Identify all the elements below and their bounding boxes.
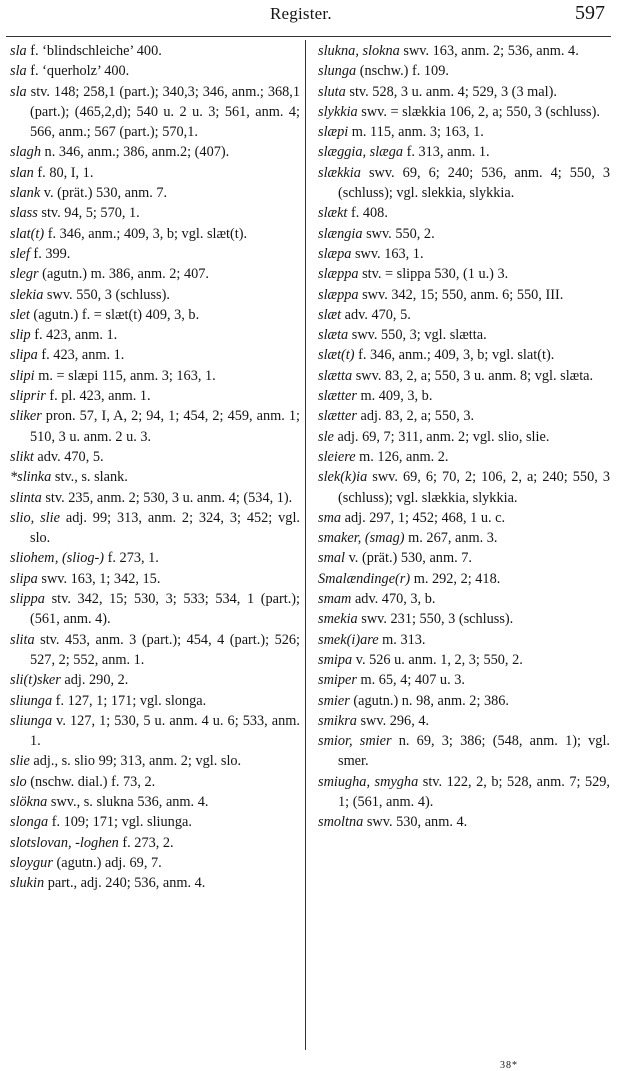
entry-references: adj. 69, 7; 311, anm. 2; vgl. slio, slie. <box>333 428 550 445</box>
register-entry <box>318 386 610 406</box>
entry-headword: slekia <box>10 286 44 303</box>
register-entry <box>10 183 300 203</box>
register-entry <box>318 61 610 81</box>
register-entry <box>318 548 610 568</box>
entry-references: m. 267, anm. 3. <box>404 530 498 547</box>
entry-references: (nschw. dial.) f. 73, 2. <box>26 773 156 790</box>
entry-references: (agutn.) n. 98, anm. 2; 386. <box>349 692 510 709</box>
entry-references: f. 399. <box>29 245 71 262</box>
column-divider <box>305 40 306 1050</box>
entry-references: swv. 231; 550, 3 (schluss). <box>357 611 514 628</box>
entry-headword: smiper <box>318 672 357 689</box>
entry-headword: slukna, slokna <box>318 43 400 59</box>
entry-headword: sliker <box>10 408 42 425</box>
register-entry <box>10 691 300 711</box>
register-entry <box>10 142 300 162</box>
entry-headword: slæpi <box>318 124 349 141</box>
register-entry <box>318 427 610 447</box>
entry-headword: smal <box>318 550 346 567</box>
register-entry <box>10 386 300 406</box>
entry-headword: slæppa <box>318 266 359 283</box>
entry-references: m. 292, 2; 418. <box>410 570 501 587</box>
entry-headword: slætta <box>318 367 353 384</box>
entry-headword: sliunga <box>10 712 53 729</box>
entry-references: stv. 148; 258,1 (part.); 340,3; 346, anm.; 368,1 (part.); (465,2,d); 540 u. 2 u. 3; 561, anm. 4; 566, anm.; 567 (part.); 570,1. <box>26 83 300 141</box>
entry-headword: slæpa <box>318 245 352 262</box>
entry-references: m. 409, 3, b. <box>356 388 433 405</box>
entry-references: swv., s. slukna 536, anm. 4. <box>47 793 209 810</box>
register-entry <box>10 467 300 487</box>
entry-references: swv. 550, 3; vgl. slætta. <box>348 327 487 344</box>
entry-headword: slef <box>10 245 30 262</box>
entry-references: part., adj. 240; 536, anm. 4. <box>44 875 206 892</box>
entry-references: swv. 550, 3 (schluss). <box>43 286 170 303</box>
entry-references: m. 65, 4; 407 u. 3. <box>356 672 465 689</box>
register-entry <box>318 285 610 305</box>
entry-headword: slipa <box>10 347 38 364</box>
entry-headword: slippa <box>10 591 45 608</box>
entry-headword: slagh <box>10 144 41 161</box>
entry-references: f. 109; 171; vgl. sliunga. <box>48 814 192 831</box>
register-entry <box>318 203 610 223</box>
register-entry <box>10 833 300 853</box>
entry-references: m. 126, anm. 2. <box>355 448 449 465</box>
entry-headword: slet <box>10 306 30 323</box>
entry-headword: smaker, (smag) <box>318 530 405 547</box>
register-entry <box>10 82 300 143</box>
entry-references: f. 313, anm. 1. <box>403 144 490 161</box>
entry-references: swv. 530, anm. 4. <box>363 814 468 831</box>
entry-references: stv. 94, 5; 570, 1. <box>37 205 140 222</box>
register-entry <box>318 711 610 731</box>
register-entry <box>10 630 300 671</box>
entry-references: stv. 235, anm. 2; 530, 3 u. anm. 4; (534, 1). <box>41 489 293 506</box>
register-entry <box>10 447 300 467</box>
page-title: Register. <box>270 4 332 23</box>
entry-headword: smekia <box>318 611 358 628</box>
entry-headword: smior, smier <box>318 733 392 750</box>
entry-headword: slegr <box>10 266 39 283</box>
entry-references: stv. = slippa 530, (1 u.) 3. <box>358 266 509 283</box>
register-entry <box>10 203 300 223</box>
register-entry <box>10 244 300 264</box>
register-entry <box>10 285 300 305</box>
entry-headword: smam <box>318 591 352 608</box>
entry-references: swv. 69, 6; 240; 536, anm. 4; 550, 3 (schluss); vgl. slekkia, slykkia. <box>338 164 610 202</box>
register-entry <box>318 345 610 365</box>
entry-headword: smoltna <box>318 814 364 831</box>
entry-headword: slykkia <box>318 103 358 120</box>
entry-references: f. 127, 1; 171; vgl. slonga. <box>52 692 207 709</box>
register-entry <box>318 325 610 345</box>
entry-references: f. 423, anm. 1. <box>30 327 118 344</box>
entry-references: f. 346, anm.; 409, 3, b; vgl. slat(t). <box>354 347 555 364</box>
register-entry <box>318 142 610 162</box>
entry-headword: slinta <box>10 489 42 506</box>
entry-references: stv. 528, 3 u. anm. 4; 529, 3 (3 mal). <box>345 83 557 100</box>
entry-headword: sliunga <box>10 692 53 709</box>
entry-headword: slat(t) <box>10 225 45 242</box>
register-entry <box>10 406 300 447</box>
entry-headword: smipa <box>318 651 353 668</box>
entry-headword: slio, slie <box>10 509 60 526</box>
entry-headword: sloygur <box>10 854 53 871</box>
entry-headword: slipi <box>10 367 35 384</box>
entry-headword: slængia <box>318 225 363 242</box>
entry-headword: slip <box>10 327 31 344</box>
register-entry <box>318 305 610 325</box>
entry-headword: slækkia <box>318 164 361 181</box>
register-entry <box>318 244 610 264</box>
register-entry <box>318 731 610 772</box>
entry-headword: slækt <box>318 205 348 222</box>
entry-headword: slioheт, (sliog-) <box>10 550 105 567</box>
entry-references: swv. 342, 15; 550, anm. 6; 550, III. <box>358 286 564 303</box>
entry-references: f. pl. 423, anm. 1. <box>45 388 151 405</box>
register-entry <box>318 41 610 61</box>
entry-headword: slo <box>10 773 27 790</box>
register-entry <box>10 812 300 832</box>
register-entry <box>318 630 610 650</box>
entry-headword: slass <box>10 205 38 222</box>
register-entry <box>318 163 610 204</box>
page-number: 597 <box>575 2 605 24</box>
entry-references: adj. 99; 313, anm. 2; 324, 3; 452; vgl. slo. <box>30 509 300 547</box>
entry-references: swv. = slækkia 106, 2, a; 550, 3 (schluss). <box>357 103 600 120</box>
register-entry <box>10 853 300 873</box>
entry-references: (agutn.) m. 386, anm. 2; 407. <box>38 266 209 283</box>
register-entry <box>318 569 610 589</box>
entry-headword: slipa <box>10 570 38 587</box>
entry-headword: *slinka <box>10 469 52 486</box>
entry-headword: slonga <box>10 814 49 831</box>
register-entry <box>318 366 610 386</box>
entry-references: pron. 57, I, A, 2; 94, 1; 454, 2; 459, anm. 1; 510, 3 u. anm. 2 u. 3. <box>30 408 300 445</box>
entry-references: stv. 453, anm. 3 (part.); 454, 4 (part.); 526; 527, 2; 552, anm. 1. <box>30 631 300 668</box>
entry-references: swv. 163, 1; 342, 15. <box>37 570 161 587</box>
entry-references: swv. 550, 2. <box>362 225 435 242</box>
right-column <box>318 41 610 833</box>
register-entry <box>10 548 300 568</box>
register-entry <box>10 569 300 589</box>
register-entry <box>10 792 300 812</box>
entry-headword: slukin <box>10 875 45 892</box>
entry-headword: sli(t)sker <box>10 672 61 689</box>
register-entry <box>10 873 300 893</box>
register-entry <box>318 467 610 508</box>
register-entry <box>10 751 300 771</box>
entry-headword: slæggia, slæga <box>318 144 404 161</box>
register-entry <box>318 670 610 690</box>
entry-headword: smier <box>318 692 350 709</box>
entry-references: stv. 342, 15; 530, 3; 533; 534, 1 (part.); (561, anm. 4). <box>30 591 300 628</box>
register-entry <box>318 82 610 102</box>
entry-references: v. (prät.) 530, anm. 7. <box>40 185 168 202</box>
register-entry <box>10 41 300 61</box>
entry-references: n. 346, anm.; 386, anm.2; (407). <box>40 144 230 161</box>
entry-references: adj., s. slio 99; 313, anm. 2; vgl. slo. <box>29 753 242 770</box>
entry-headword: smiugha, smygha <box>318 773 419 790</box>
entry-references: swv. 296, 4. <box>356 712 430 729</box>
entry-references: v. (prät.) 530, anm. 7. <box>345 550 472 567</box>
entry-references: stv. 122, 2, b; 528, anm. 7; 529, 1; (561, anm. 4). <box>338 773 610 810</box>
entry-references: m. 313. <box>378 631 426 648</box>
register-entry <box>318 264 610 284</box>
entry-headword: slita <box>10 631 35 648</box>
entry-headword: slæta <box>318 327 349 344</box>
entry-references: (agutn.) f. = slæt(t) 409, 3, b. <box>29 306 200 323</box>
entry-headword: slæppa <box>318 286 359 303</box>
entry-references: f. 273, 2. <box>118 834 174 851</box>
entry-headword: sliprir <box>10 388 46 405</box>
register-entry <box>10 366 300 386</box>
register-entry <box>318 447 610 467</box>
entry-references: stv., s. slank. <box>51 469 128 486</box>
register-entry <box>318 609 610 629</box>
register-entry <box>10 589 300 630</box>
entry-references: adv. 470, 5. <box>341 306 411 323</box>
entry-references: adv. 470, 5. <box>33 448 104 465</box>
entry-references: v. 526 u. anm. 1, 2, 3; 550, 2. <box>352 651 523 668</box>
entry-headword: slie <box>10 753 30 770</box>
entry-headword: smek(i)are <box>318 631 379 648</box>
left-column <box>10 41 300 893</box>
register-entry <box>10 61 300 81</box>
entry-references: f. 423, anm. 1. <box>37 347 125 364</box>
entry-headword: sluta <box>318 83 346 100</box>
register-entry <box>10 488 300 508</box>
entry-references: (nschw.) f. 109. <box>356 63 449 80</box>
register-entry <box>10 772 300 792</box>
entry-references: swv. 163, 1. <box>351 245 424 262</box>
entry-references: m. 115, anm. 3; 163, 1. <box>348 124 484 141</box>
entry-headword: slæt(t) <box>318 347 355 364</box>
printer-signature: 38* <box>500 1060 518 1071</box>
register-entry <box>318 224 610 244</box>
register-entry <box>318 812 610 832</box>
entry-references: adj. 297, 1; 452; 468, 1 u. c. <box>341 509 506 526</box>
entry-references: f. ‘blindschleiche’ 400. <box>26 43 162 59</box>
entry-references: v. 127, 1; 530, 5 u. anm. 4 u. 6; 533, anm. 1. <box>30 712 300 750</box>
entry-references: n. 69, 3; 386; (548, anm. 1); vgl. smer. <box>338 733 610 770</box>
entry-references: swv. 163, anm. 2; 536, anm. 4. <box>399 43 579 59</box>
entry-headword: smikra <box>318 712 357 729</box>
entry-headword: slætter <box>318 408 357 425</box>
entry-headword: slökna <box>10 793 48 810</box>
entry-references: f. 346, anm.; 409, 3, b; vgl. slæt(t). <box>44 225 248 242</box>
register-entry <box>318 772 610 813</box>
entry-headword: sla <box>10 83 27 100</box>
entry-headword: slæt <box>318 306 342 323</box>
entry-headword: slotslovan, -loghen <box>10 834 119 851</box>
entry-headword: slikt <box>10 448 34 465</box>
register-entry <box>10 711 300 752</box>
register-entry <box>10 224 300 244</box>
entry-headword: sla <box>10 63 27 80</box>
entry-headword: sleiere <box>318 448 356 465</box>
entry-references: adj. 290, 2. <box>60 672 129 689</box>
register-entry <box>10 508 300 549</box>
register-entry <box>10 325 300 345</box>
register-entry <box>318 102 610 122</box>
register-entry <box>10 264 300 284</box>
entry-references: m. = slæpi 115, anm. 3; 163, 1. <box>34 367 216 384</box>
register-entry <box>318 589 610 609</box>
entry-headword: sma <box>318 509 342 526</box>
register-entry <box>10 163 300 183</box>
page-header <box>0 2 621 30</box>
register-entry <box>318 691 610 711</box>
entry-references: f. ‘querholz’ 400. <box>26 63 130 80</box>
register-entry <box>10 345 300 365</box>
entry-headword: Smalændinge(r) <box>318 570 411 587</box>
register-entry <box>318 650 610 670</box>
register-entry <box>10 305 300 325</box>
entry-headword: sle <box>318 428 334 445</box>
register-entry <box>318 508 610 528</box>
entry-references: adv. 470, 3, b. <box>351 591 436 608</box>
entry-headword: slætter <box>318 388 357 405</box>
entry-references: swv. 83, 2, a; 550, 3 u. anm. 8; vgl. slæta. <box>352 367 594 384</box>
entry-references: f. 80, I, 1. <box>33 164 94 181</box>
entry-references: f. 408. <box>347 205 388 222</box>
entry-references: (agutn.) adj. 69, 7. <box>52 854 162 871</box>
entry-headword: slek(k)ia <box>318 469 368 486</box>
register-entry <box>318 528 610 548</box>
entry-references: swv. 69, 6; 70, 2; 106, 2, a; 240; 550, 3 (schluss); vgl. slækkia, slykkia. <box>338 469 610 506</box>
register-entry <box>318 122 610 142</box>
entry-headword: slan <box>10 164 34 181</box>
header-rule <box>6 36 611 37</box>
entry-headword: slunga <box>318 63 357 80</box>
entry-headword: slank <box>10 185 41 202</box>
register-entry <box>318 406 610 426</box>
entry-headword: sla <box>10 43 27 59</box>
entry-references: adj. 83, 2, a; 550, 3. <box>356 408 475 425</box>
entry-references: f. 273, 1. <box>104 550 159 567</box>
register-entry <box>10 670 300 690</box>
